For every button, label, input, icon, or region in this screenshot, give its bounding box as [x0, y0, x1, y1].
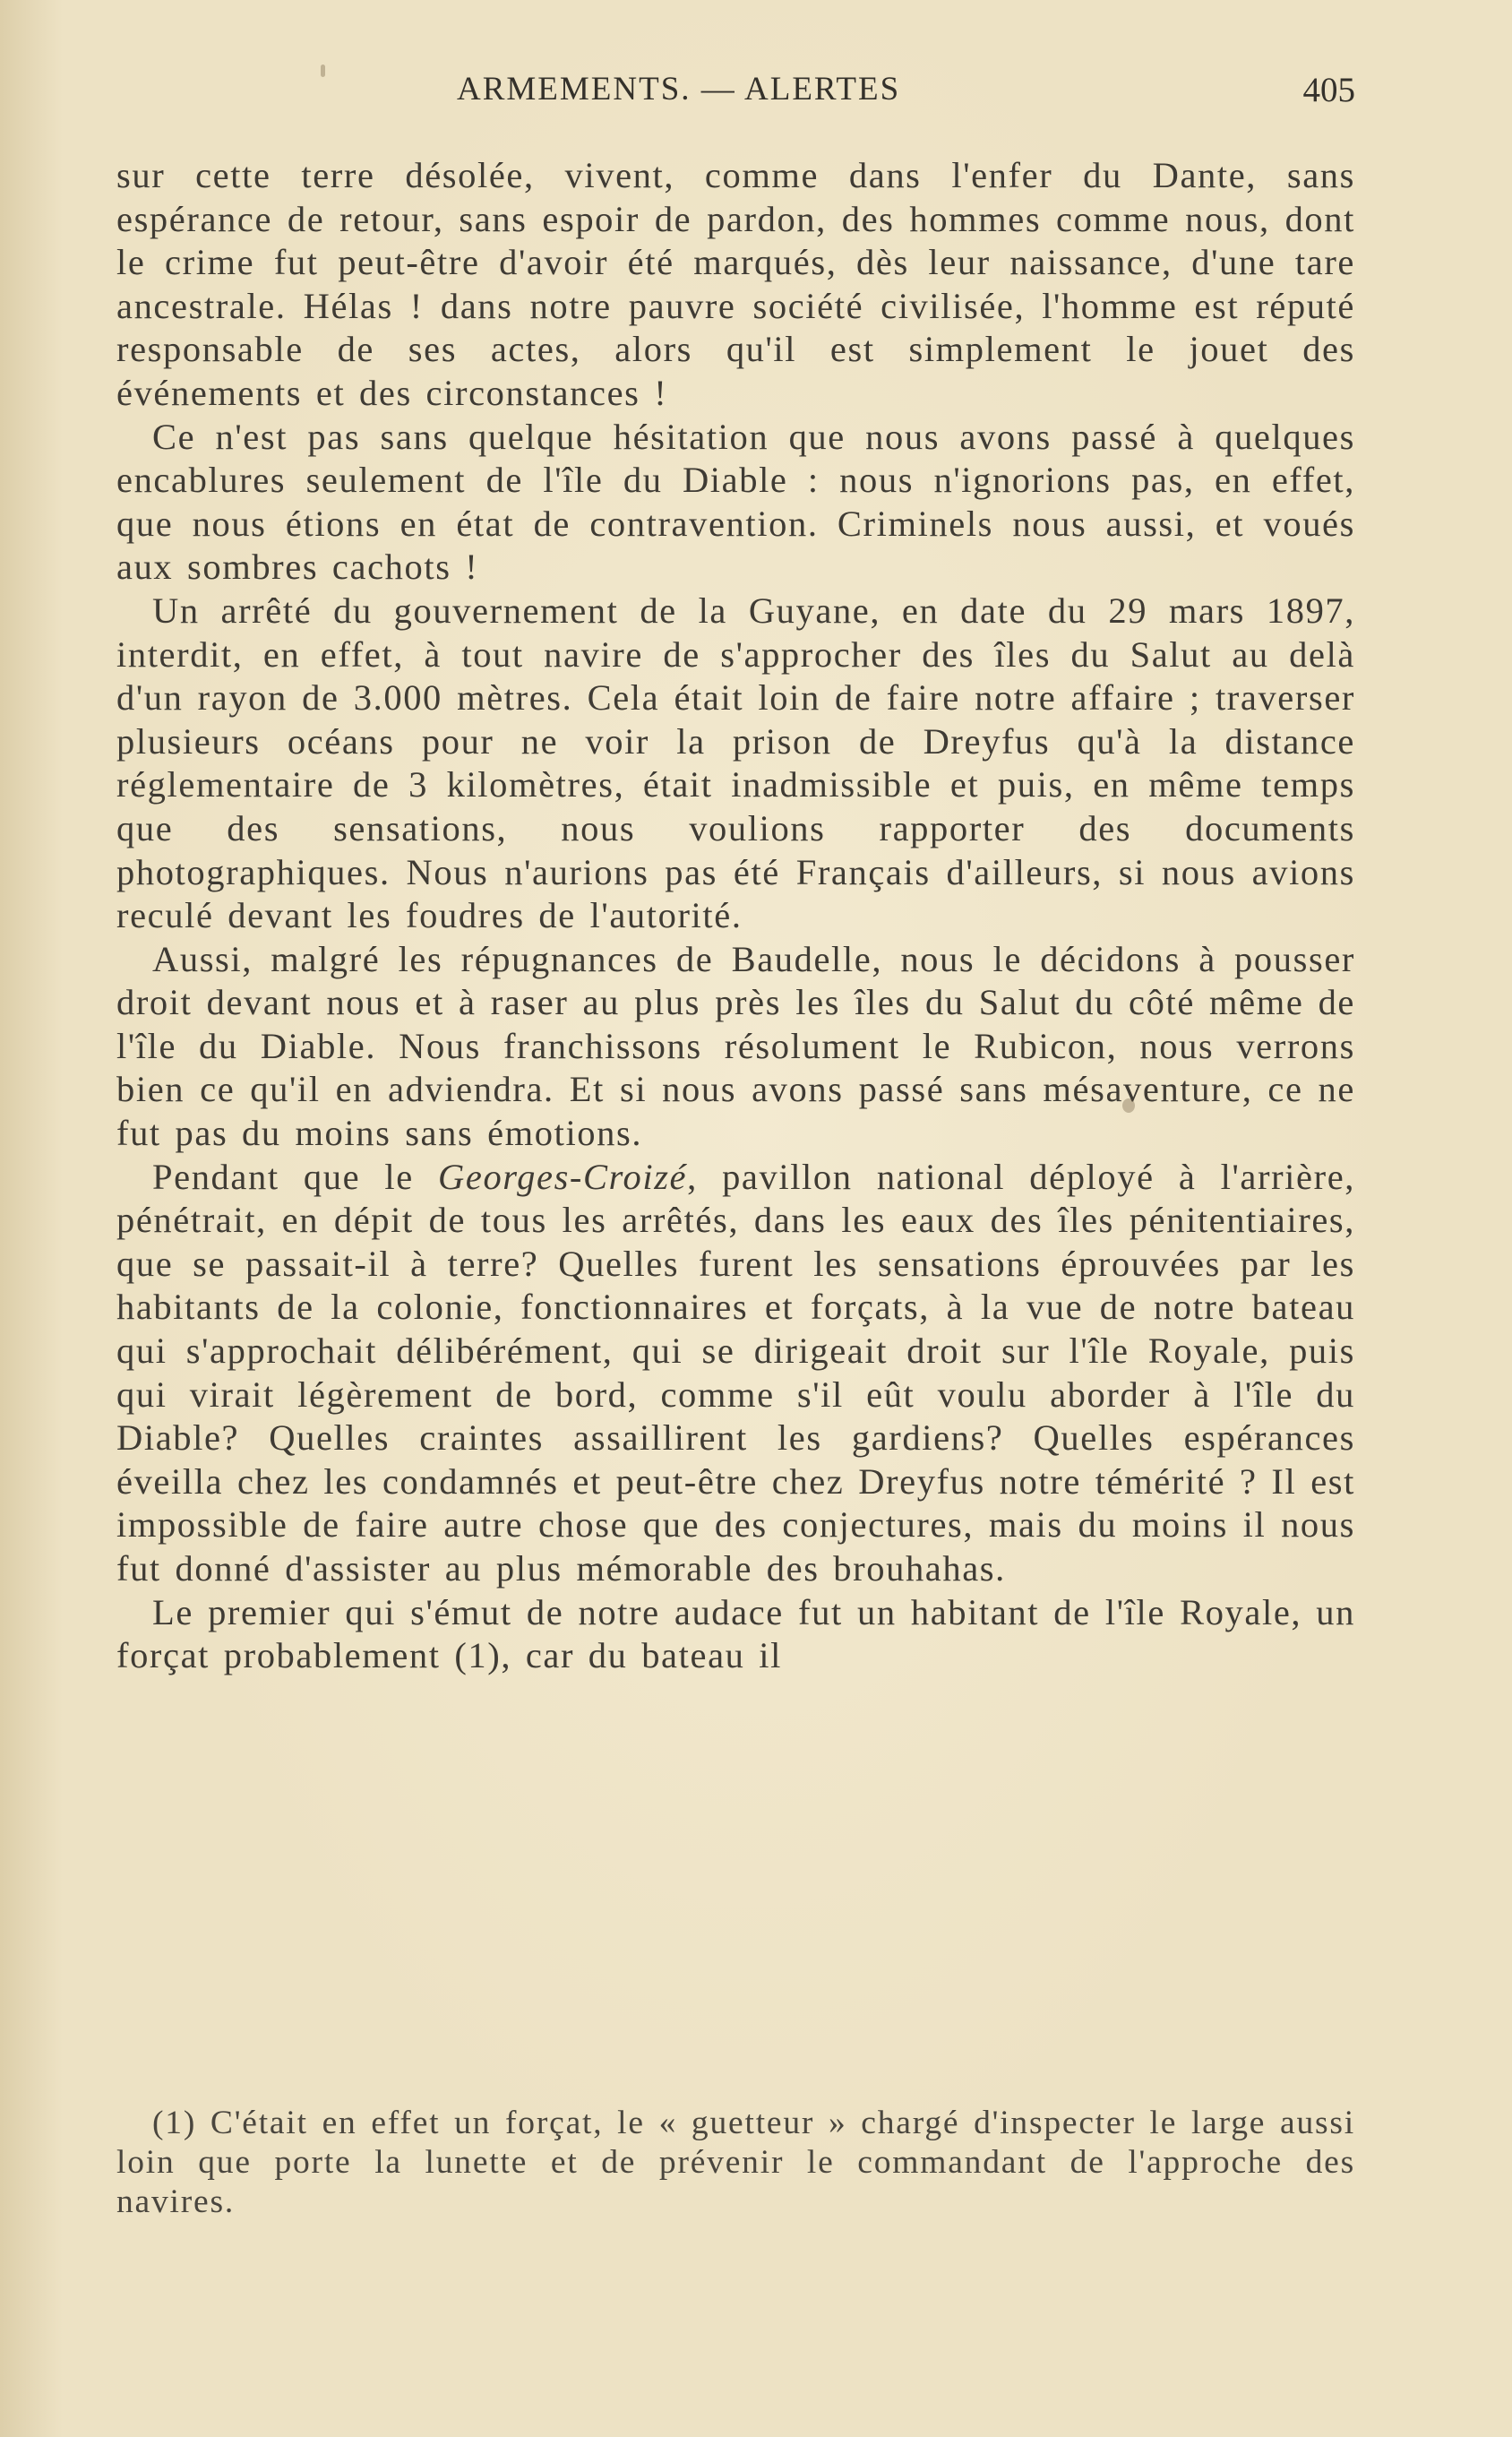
paragraph-5 — [116, 1156, 1355, 1591]
paper-speck — [536, 1090, 539, 1094]
body-text — [116, 154, 1355, 1678]
paragraph-6: Le premier qui s'émut de notre audace fut un habitant de l'île Royale, un forçat probablement (1), car du bateau il — [116, 1591, 1355, 1676]
footnote-text: (1) C'était en effet un forçat, le « guetteur » chargé d'inspecter le large aussi loin que porte la lunette et de prévenir le commandant de l'approche des navires. — [116, 2105, 1355, 2220]
paragraph-1: sur cette terre désolée, vivent, comme dans l'enfer du Dante, sans espérance de retour, sans espoir de pardon, des hommes comme nous, dont le crime fut peut-être d'avoir été marqués, dès leur naissance, d'une tare ancestrale. Hélas ! dans notre pauvre société civilisée, l'homme est réputé responsable de ses actes, alors qu'il est simplement le jouet des événements et des circonstances ! — [116, 155, 1355, 413]
footnote — [116, 2104, 1355, 2222]
paper-speck — [321, 65, 325, 77]
paragraph-2: Ce n'est pas sans quelque hésitation que nous avons passé à quelques encablures seulement de l'île du Diable : nous n'ignorions pas, en effet, que nous étions en état de contravention. Criminels nous aussi, et voués aux sombres cachots ! — [116, 416, 1355, 588]
running-title: ARMEMENTS. — ALERTES — [457, 71, 901, 108]
paper-speck — [1122, 1098, 1135, 1113]
paragraph-3: Un arrêté du gouvernement de la Guyane, en date du 29 mars 1897, interdit, en effet, à tout navire de s'approcher des îles du Salut au delà d'un rayon de 3.000 mètres. Cela était loin de faire notre affaire ; traverser plusieurs océans pour ne voir la prison de Dreyfus qu'à la distance réglementaire de 3 kilomètres, était inadmissible et puis, en même temps que des sensations, nous voulions rapporter des documents photographiques. Nous n'aurions pas été Français d'ailleurs, si nous avions reculé devant les foudres de l'autorité. — [116, 590, 1355, 936]
ship-name: Georges-Croizé — [438, 1156, 688, 1197]
paragraph-5-start: Pendant que le — [152, 1156, 439, 1197]
paragraph-5-rest: , pavillon national déployé à l'arrière, pénétrait, en dépit de tous les arrêtés, dans les eaux des îles pénitentiaires, que se passait-il à terre? Quelles furent les sensations éprouvées par les habitants de la colonie, fonctionnaires et forçats, à la vue de notre bateau qui s'approchait délibérément, qui se dirigeait droit sur l'île Royale, puis qui virait légèrement de bord, comme s'il eût voulu aborder à l'île du Diable? Quelles craintes assaillirent les gardiens? Quelles espérances éveilla chez les condamnés et peut-être chez Dreyfus notre témérité ? Il est impossible de faire autre chose que des conjectures, mais du moins il nous fut donné d'assister au plus mémorable des brouhahas. — [116, 1156, 1355, 1589]
page-number: 405 — [1302, 71, 1355, 109]
paragraph-4: Aussi, malgré les répugnances de Baudelle, nous le décidons à pousser droit devant nous et à raser au plus près les îles du Salut du côté même de l'île du Diable. Nous franchissons résolument le Rubicon, nous verrons bien ce qu'il en adviendra. Et si nous avons passé sans mésaventure, ce ne fut pas du moins sans émotions. — [116, 938, 1355, 1154]
page-header — [116, 70, 1355, 124]
